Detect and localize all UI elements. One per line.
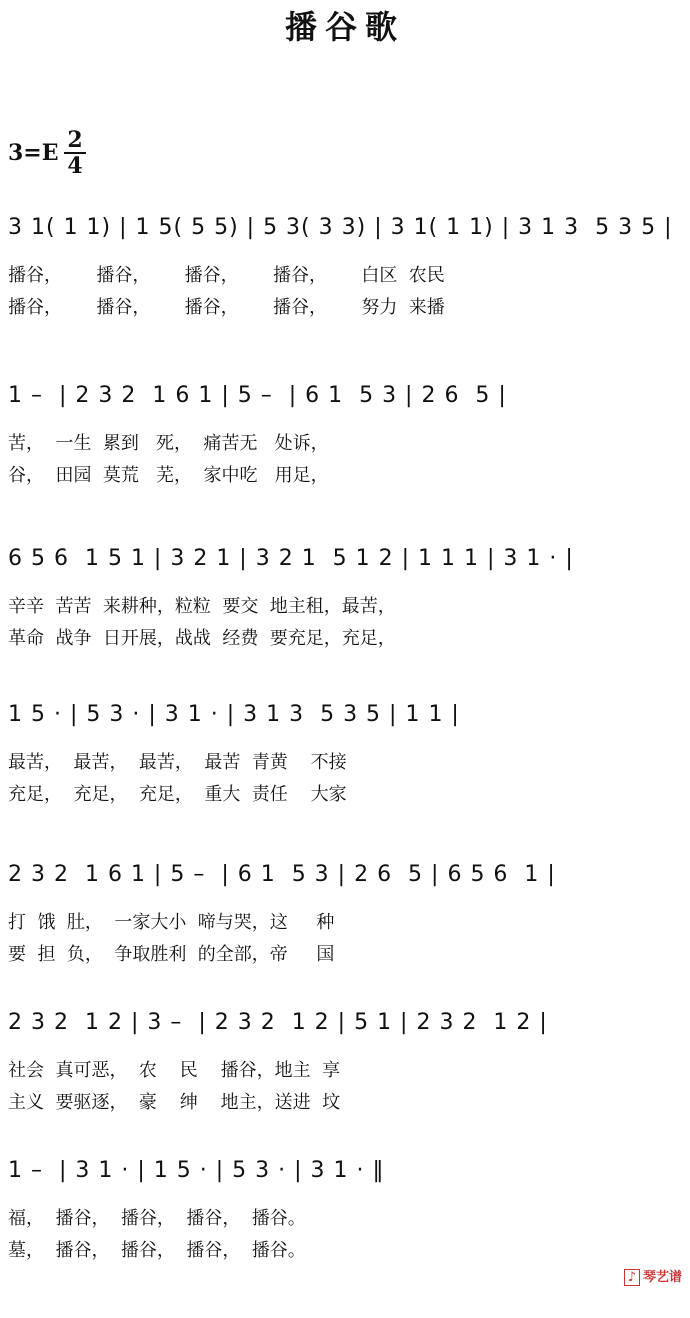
lyrics-verse-1: 福， 播谷， 播谷， 播谷， 播谷。 bbox=[8, 1208, 306, 1229]
logo-icon: ♪ bbox=[624, 1269, 640, 1286]
time-signature bbox=[62, 128, 88, 178]
lyrics-verse-1: 最苦， 最苦， 最苦， 最苦 青黄 不接 bbox=[8, 752, 347, 773]
notes-line: 6 5 6 1 5 1 | 3 2 1 | 3 2 1 5 1 2 | 1 1 1 | 3 1 · | bbox=[8, 546, 574, 571]
lyrics-verse-1: 播谷， 播谷， 播谷， 播谷， 白区 农民 bbox=[8, 265, 445, 286]
watermark-logo bbox=[624, 1266, 682, 1285]
lyrics-verse-1: 辛辛 苦苦 来耕种，粒粒 要交 地主租，最苦， bbox=[8, 596, 396, 617]
system-5 bbox=[0, 862, 690, 1022]
lyrics-verse-1: 社会 真可恶， 农 民 播谷，地主 享 bbox=[8, 1060, 341, 1081]
key-signature: 3=E bbox=[8, 140, 59, 166]
system-2 bbox=[0, 383, 690, 543]
lyrics-verse-2: 充足， 充足， 充足， 重大 责任 大家 bbox=[8, 784, 347, 805]
time-bottom: 4 bbox=[67, 153, 83, 179]
time-top: 2 bbox=[67, 127, 83, 153]
lyrics-verse-2: 主义 要驱逐， 豪 绅 地主，送进 坟 bbox=[8, 1092, 341, 1113]
lyrics-verse-2: 谷， 田园 莫荒 芜， 家中吃 用足， bbox=[8, 465, 329, 486]
system-1 bbox=[0, 215, 690, 375]
notes-line: 1 – | 3 1 · | 1 5 · | 5 3 · | 3 1 · ‖ bbox=[8, 1158, 385, 1183]
system-3 bbox=[0, 546, 690, 706]
notes-line: 2 3 2 1 2 | 3 – | 2 3 2 1 2 | 5 1 | 2 3 2 1 2 | bbox=[8, 1010, 548, 1035]
notes-line: 1 – | 2 3 2 1 6 1 | 5 – | 6 1 5 3 | 2 6 5 | bbox=[8, 383, 507, 408]
notes-line: 1 5 · | 5 3 · | 3 1 · | 3 1 3 5 3 5 | 1 1 | bbox=[8, 702, 460, 727]
lyrics-verse-2: 墓， 播谷， 播谷， 播谷， 播谷。 bbox=[8, 1240, 306, 1261]
system-4 bbox=[0, 702, 690, 862]
watermark-text: 琴艺谱 bbox=[642, 1270, 682, 1285]
lyrics-verse-1: 苦， 一生 累到 死， 痛苦无 处诉， bbox=[8, 433, 329, 454]
system-7 bbox=[0, 1158, 690, 1318]
lyrics-verse-1: 打 饿 肚， 一家大小 啼与哭，这 种 bbox=[8, 912, 335, 933]
system-6 bbox=[0, 1010, 690, 1170]
lyrics-verse-2: 播谷， 播谷， 播谷， 播谷， 努力 来播 bbox=[8, 297, 445, 318]
page-title: 播谷歌 bbox=[284, 8, 405, 46]
notes-line: 3 1( 1 1) | 1 5( 5 5) | 5 3( 3 3) | 3 1( 1 1) | 3 1 3 5 3 5 | bbox=[8, 215, 673, 240]
lyrics-verse-2: 革命 战争 日开展，战战 经费 要充足，充足， bbox=[8, 628, 396, 649]
notes-line: 2 3 2 1 6 1 | 5 – | 6 1 5 3 | 2 6 5 | 6 5 6 1 | bbox=[8, 862, 556, 887]
lyrics-verse-2: 要 担 负， 争取胜利 的全部，帝 国 bbox=[8, 944, 335, 965]
